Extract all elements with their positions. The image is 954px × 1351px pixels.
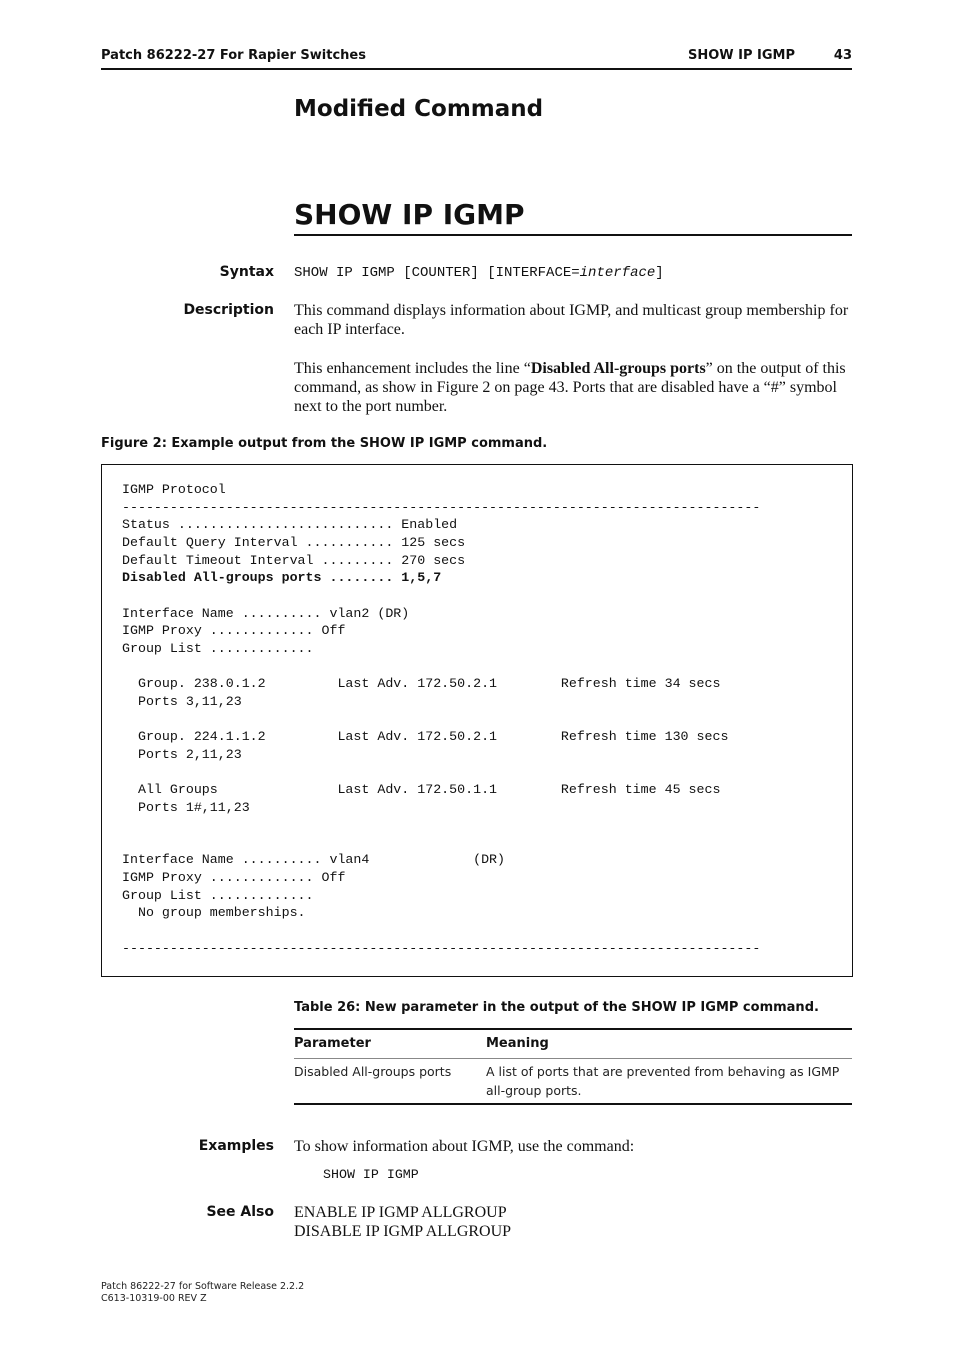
examples-text: To show information about IGMP, use the command: — [294, 1138, 635, 1155]
table-cell-meaning: A list of ports that are prevented from behaving as IGMP all-group ports. — [486, 1064, 840, 1098]
output-line: Interface Name .......... vlan2 (DR) — [122, 606, 410, 621]
output-line: All Groups Last Adv. 172.50.1.1 Refresh time 45 secs — [122, 782, 721, 797]
modified-command-heading: Modified Command — [294, 96, 544, 122]
figure-caption: Figure 2: Example output from the SHOW IP IGMP command. — [101, 436, 548, 451]
footer-line-2: C613-10319-00 REV Z — [101, 1293, 207, 1304]
parameter-table — [294, 1028, 852, 1105]
header-section: SHOW IP IGMP — [687, 48, 795, 63]
output-line: No group memberships. — [122, 905, 306, 920]
header-page-number: 43 — [833, 48, 852, 63]
output-separator: -------------------------------------------------------------------------------- — [122, 500, 761, 515]
see-also-item: DISABLE IP IGMP ALLGROUP — [294, 1223, 512, 1240]
output-line: IGMP Protocol — [122, 482, 226, 497]
page-header — [101, 48, 852, 70]
see-also-item: ENABLE IP IGMP ALLGROUP — [294, 1204, 507, 1221]
description-label: Description — [183, 302, 274, 318]
header-title: Patch 86222-27 For Rapier Switches — [101, 48, 366, 63]
page-footer — [101, 1281, 304, 1305]
output-line: Default Timeout Interval ......... 270 secs — [122, 553, 466, 568]
output-line: Interface Name .......... vlan4 (DR) — [122, 852, 506, 867]
example-command: SHOW IP IGMP — [323, 1167, 419, 1182]
see-also-label: See Also — [206, 1204, 274, 1220]
description-para-2 — [294, 359, 854, 416]
output-line: Group. 238.0.1.2 Last Adv. 172.50.2.1 Refresh time 34 secs — [122, 676, 721, 691]
table-row — [294, 1059, 852, 1103]
output-line: Ports 1#,11,23 — [122, 800, 250, 815]
output-line: Ports 2,11,23 — [122, 747, 242, 762]
output-line: Status ........................... Enabled — [122, 517, 458, 532]
examples-label: Examples — [198, 1138, 274, 1154]
output-line-highlight: Disabled All-groups ports ........ 1,5,7 — [122, 570, 442, 585]
output-line: Group List ............. — [122, 641, 314, 656]
syntax-suffix: ] — [655, 265, 664, 281]
syntax-label: Syntax — [219, 264, 274, 280]
para2-after: ” on the output of this command, as show in Figure 2 on page 43. Ports that are disabled have a “#” symbol next to the port number. — [294, 360, 846, 415]
table-header-meaning: Meaning — [486, 1036, 549, 1051]
footer-line-1: Patch 86222-27 for Software Release 2.2.2 — [101, 1281, 305, 1292]
syntax-text — [294, 265, 664, 281]
table-header-row — [294, 1030, 852, 1059]
para2-before: This enhancement includes the line “ — [294, 360, 531, 377]
output-line: Group List ............. — [122, 888, 314, 903]
output-separator: -------------------------------------------------------------------------------- — [122, 941, 761, 956]
output-line: IGMP Proxy ............. Off — [122, 870, 346, 885]
table-cell-parameter: Disabled All-groups ports — [294, 1064, 452, 1079]
output-line: Default Query Interval ........... 125 secs — [122, 535, 466, 550]
description-para-1: This command displays information about IGMP, and multicast group membership for each IP interface. — [294, 302, 849, 338]
output-line: IGMP Proxy ............. Off — [122, 623, 346, 638]
figure-output-box — [101, 464, 853, 977]
syntax-param: interface — [579, 265, 656, 281]
syntax-prefix: SHOW IP IGMP [COUNTER] [INTERFACE= — [294, 265, 580, 281]
command-heading: SHOW IP IGMP — [294, 198, 852, 236]
para2-bold: Disabled All-groups ports — [530, 360, 706, 377]
output-line: Group. 224.1.1.2 Last Adv. 172.50.2.1 Refresh time 130 secs — [122, 729, 729, 744]
output-line: Ports 3,11,23 — [122, 694, 242, 709]
table-header-parameter: Parameter — [294, 1036, 371, 1051]
table-caption: Table 26: New parameter in the output of the SHOW IP IGMP command. — [294, 1000, 819, 1015]
